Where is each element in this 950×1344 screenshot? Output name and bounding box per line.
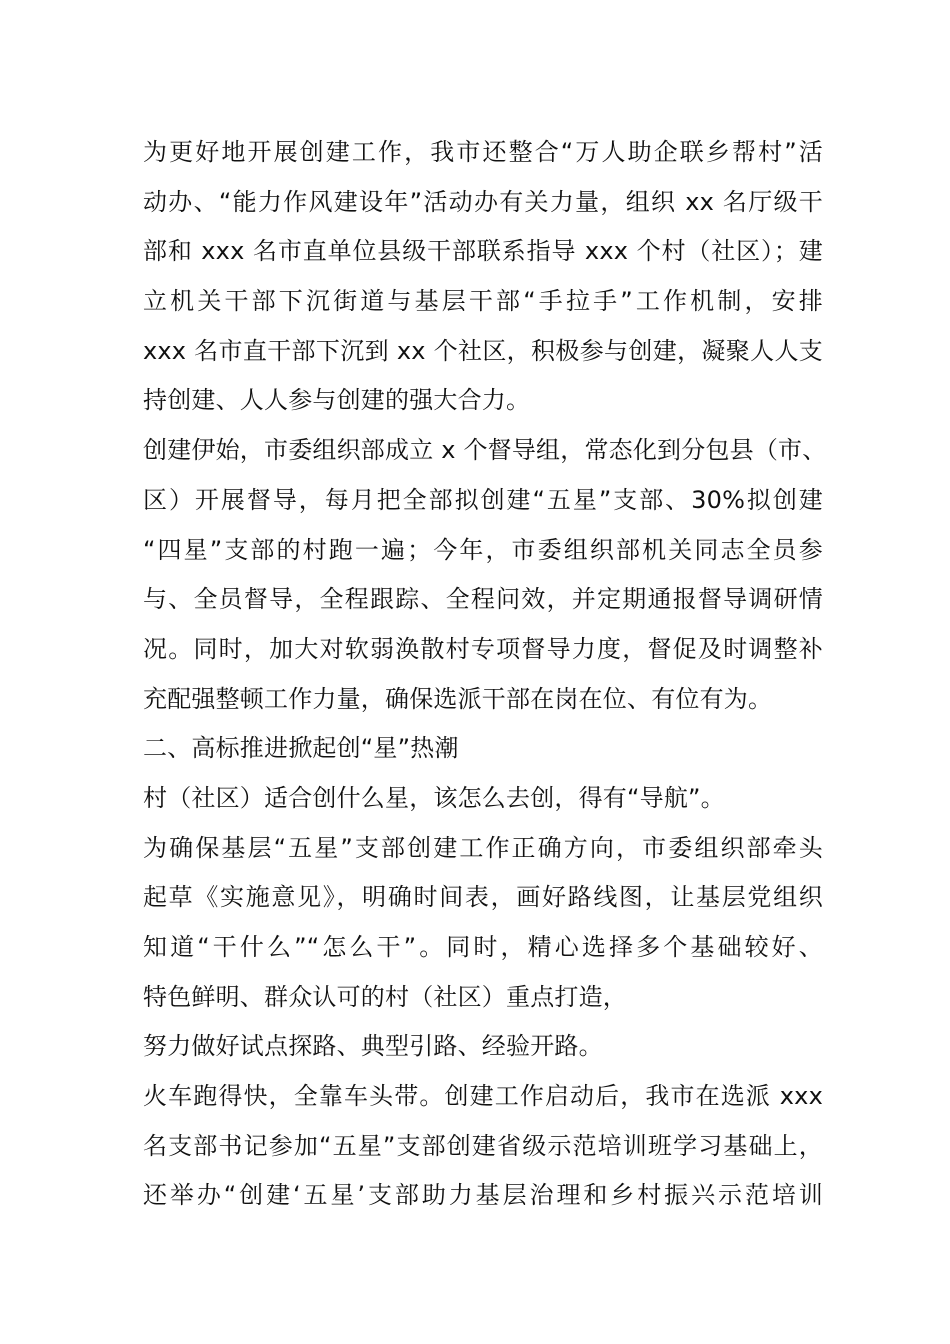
- text-line: 立机关干部下沉街道与基层干部“手拉手”工作机制，安排: [143, 287, 823, 316]
- section-heading: 二、高标推进掀起创“星”热潮: [143, 734, 459, 763]
- text-line: 名支部书记参加“五星”支部创建省级示范培训班学习基础上，: [143, 1131, 823, 1160]
- text-line: 为更好地开展创建工作，我市还整合“万人助企联乡帮村”活: [143, 138, 823, 166]
- text-line: 持创建、人人参与创建的强大合力。: [143, 386, 531, 415]
- text-line: 为确保基层“五星”支部创建工作正确方向，市委组织部牵头: [143, 833, 823, 862]
- text-line: 知道“干什么”“怎么干”。同时，精心选择多个基础较好、: [143, 933, 823, 961]
- document-body: [143, 128, 827, 1221]
- text-line: 特色鲜明、群众认可的村（社区）重点打造，: [143, 982, 627, 1011]
- text-line: 起草《实施意见》，明确时间表，画好路线图，让基层党组织: [143, 883, 823, 912]
- text-line: 充配强整顿工作力量，确保选派干部在岗在位、有位有为。: [143, 684, 773, 713]
- text-line: 努力做好试点探路、典型引路、经验开路。: [143, 1032, 603, 1061]
- text-line: 部和 xxx 名市直单位县级干部联系指导 xxx 个村（社区）；建: [143, 237, 823, 266]
- text-line: 村（社区）适合创什么星，该怎么去创，得有“导航”。: [143, 783, 725, 812]
- text-line: 创建伊始，市委组织部成立 x 个督导组，常态化到分包县（市、: [143, 436, 827, 465]
- text-line: 区）开展督导，每月把全部拟创建“五星”支部、30%拟创建: [143, 485, 823, 514]
- text-line: “四星”支部的村跑一遍；今年，市委组织部机关同志全员参: [143, 535, 823, 564]
- text-line: 还举办“创建‘五星’支部助力基层治理和乡村振兴示范培训: [143, 1181, 823, 1210]
- text-line: 动办、“能力作风建设年”活动办有关力量，组织 xx 名厅级干: [143, 187, 823, 216]
- text-line: 火车跑得快，全靠车头带。创建工作启动后，我市在选派 xxx: [143, 1082, 823, 1111]
- text-line: xxx 名市直干部下沉到 xx 个社区，积极参与创建，凝聚人人支: [143, 336, 823, 365]
- text-line: 与、全员督导，全程跟踪、全程问效，并定期通报督导调研情: [143, 585, 823, 614]
- text-line: 况。同时，加大对软弱涣散村专项督导力度，督促及时调整补: [143, 634, 823, 663]
